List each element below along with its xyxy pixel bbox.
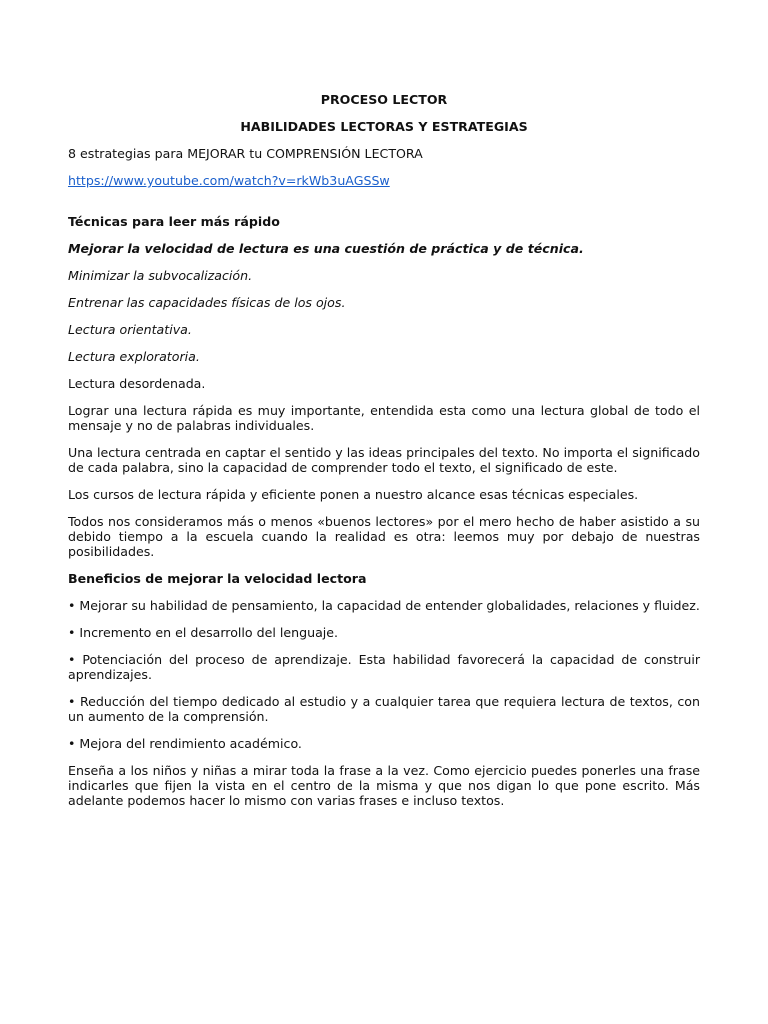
technique-item: Lectura exploratoria.: [68, 349, 200, 364]
section-heading-benefits: Beneficios de mejorar la velocidad lectora: [68, 571, 367, 586]
youtube-video-link[interactable]: https://www.youtube.com/watch?v=rkWb3uAGSSw: [68, 173, 390, 188]
benefit-item: • Mejora del rendimiento académico.: [68, 736, 302, 751]
body-paragraph: Todos nos consideramos más o menos «buenos lectores» por el mero hecho de haber asistido a su debido tiempo a la escuela cuando la realidad es otra: leemos muy por debajo de nuestras posibilidades.: [68, 514, 700, 559]
benefit-item: • Potenciación del proceso de aprendizaje. Esta habilidad favorecerá la capacidad de construir aprendizajes.: [68, 652, 700, 682]
technique-item: Minimizar la subvocalización.: [68, 268, 253, 283]
intro-line: 8 estrategias para MEJORAR tu COMPRENSIÓN LECTORA: [68, 146, 423, 161]
document-title: PROCESO LECTOR: [320, 92, 448, 107]
blank-line: [68, 200, 700, 214]
technique-item: Lectura orientativa.: [68, 322, 192, 337]
technique-item-plain: Lectura desordenada.: [68, 376, 206, 391]
benefit-item: • Incremento en el desarrollo del lenguaje.: [68, 625, 339, 640]
body-paragraph: Una lectura centrada en captar el sentido y las ideas principales del texto. No importa el significado de cada palabra, sino la capacidad de comprender todo el texto, el significado de este.: [68, 445, 700, 475]
document-subtitle: HABILIDADES LECTORAS Y ESTRATEGIAS: [240, 119, 528, 134]
closing-paragraph: Enseña a los niños y niñas a mirar toda la frase a la vez. Como ejercicio puedes ponerles una frase indicarles que fijen la vista en el centro de la misma y que nos digan lo que pone escrito. Más adelante podemos hacer lo mismo con varias frases e incluso textos.: [68, 763, 700, 808]
benefit-item: • Reducción del tiempo dedicado al estudio y a cualquier tarea que requiera lectura de textos, con un aumento de la comprensión.: [68, 694, 700, 724]
section-lead: Mejorar la velocidad de lectura es una cuestión de práctica y de técnica.: [68, 241, 584, 256]
technique-item: Entrenar las capacidades físicas de los ojos.: [68, 295, 346, 310]
benefit-item: • Mejorar su habilidad de pensamiento, la capacidad de entender globalidades, relaciones y fluidez.: [68, 598, 700, 613]
section-heading-techniques: Técnicas para leer más rápido: [68, 214, 280, 229]
body-paragraph: Lograr una lectura rápida es muy importante, entendida esta como una lectura global de todo el mensaje y no de palabras individuales.: [68, 403, 700, 433]
document-page: [68, 92, 700, 820]
body-paragraph: Los cursos de lectura rápida y eficiente ponen a nuestro alcance esas técnicas especiales.: [68, 487, 639, 502]
